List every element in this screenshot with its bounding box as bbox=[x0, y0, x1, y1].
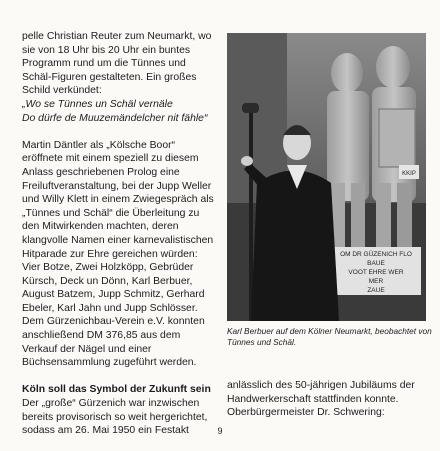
nails-board bbox=[379, 109, 415, 167]
paragraph-guerzenich: Der „große“ Gürzenich war inzwischen bereits provisorisch so weit hergerichtet, sodass am 26. Mai 1950 ein Festakt bbox=[22, 398, 208, 437]
page-number: 9 bbox=[217, 426, 223, 436]
quote-line-2: Do dürfe de Muuzemändelcher nit fähle“ bbox=[22, 112, 208, 124]
quote-line-1: „Wo se Tünnes un Schäl vernäle bbox=[22, 98, 173, 110]
photo-caption: Karl Berbuer auf dem Kölner Neumarkt, beobachtet von Tünnes und Schäl. bbox=[227, 326, 432, 347]
sign-line-4: MER bbox=[368, 278, 384, 285]
paragraph-intro: pelle Christian Reuter zum Neumarkt, wo sie von 18 Uhr bis 20 Uhr ein buntes Programm rund um die Tünnes und Schäl-Figuren gestalteten. Ein großes Schild verkündet: bbox=[22, 31, 212, 97]
sign-line-2: BAUE bbox=[367, 260, 385, 267]
sign-line-1: OM DR GÜZENICH FLO bbox=[340, 251, 412, 258]
paragraph-martin-daentler: Martin Däntler als „Kölsche Boor“ eröffnete mit einem speziell zu diesem Anlass geschriebenen Prolog eine Freiluftveranstaltung, bei der Jupp Weller und Willy Klett in einem Zwiegespräch als „Tünnes und Schäl“ die Überleitung zu den Mitwirkenden machten, deren klangvolle Namen einer karnevalistischen Hitparade zur Ehre gereichen würden: Vier Botze, Zwei Holzköpp, Gebrüder Kürsch, Deck un Dönn, Karl Berbuer, August Batzem, Jupp Schmitz, Gerhard Ebeler, Karl Jahn und Jupp Schlösser. Dem Gürzenichbau-Verein e.V. konnten anschließend DM 376,85 aus dem Verkauf der Nägel und einer Büchsensammlung zugeführt werden. bbox=[22, 139, 214, 369]
kkip-plaque-text: KKIP bbox=[402, 171, 416, 177]
sign-line-3: VOOT EHRE WER bbox=[348, 269, 404, 276]
left-text-column bbox=[22, 30, 218, 438]
historic-photo bbox=[227, 33, 426, 321]
section-heading: Köln soll das Symbol der Zukunft sein bbox=[22, 384, 211, 396]
sign-line-5: ZAUE bbox=[367, 287, 385, 294]
paragraph-jubilaeum: anlässlich des 50-jährigen Jubiläums der Handwerkerschaft stattfinden konnte. Oberbürgermeister Dr. Schwering: bbox=[227, 380, 415, 419]
guerzenich-sign bbox=[331, 247, 421, 295]
right-text-column bbox=[227, 379, 432, 420]
